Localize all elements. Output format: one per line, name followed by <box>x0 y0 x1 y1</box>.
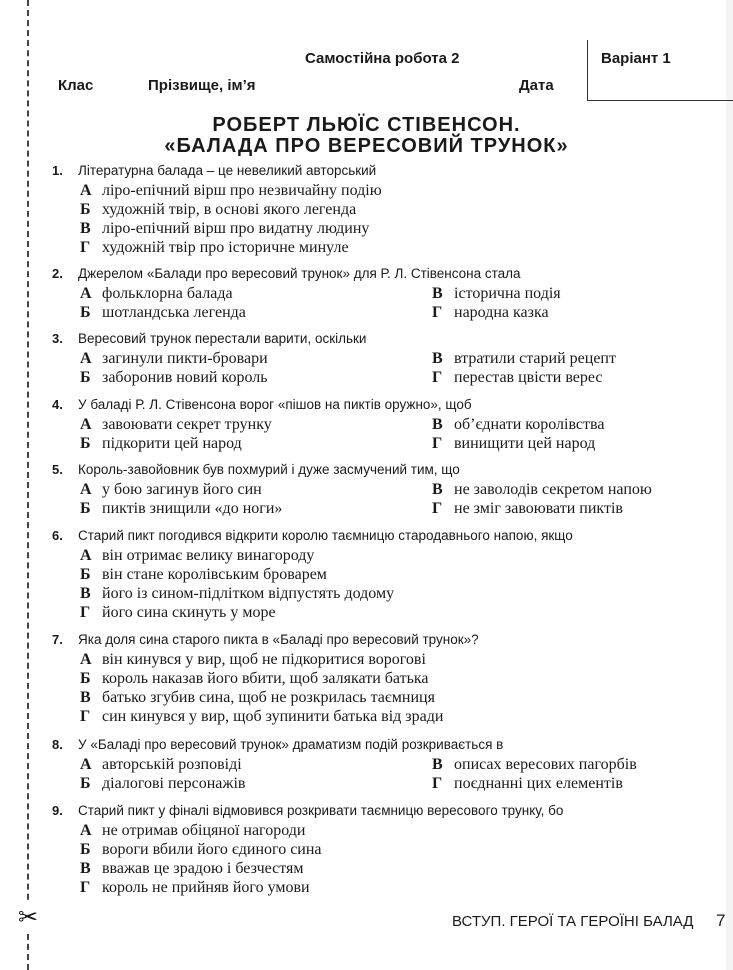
option-v[interactable]: В об’єднати королівства <box>432 416 605 433</box>
question-text: Старий пикт погодився відкрити королю таємницю стародавнього напою, якщо <box>78 528 573 543</box>
variant-label: Варіант 1 <box>601 50 671 67</box>
option-b[interactable]: Б пиктів знищили «до ноги» <box>80 500 283 517</box>
option-a[interactable]: А фольклорна балада <box>80 285 233 302</box>
option-a[interactable]: А авторській розповіді <box>80 756 242 773</box>
option-g[interactable]: Г король не прийняв його умови <box>80 879 310 896</box>
option-b[interactable]: Б діалогові персонажів <box>80 775 246 792</box>
question-text: Літературна балада – це невеликий авторський <box>78 163 377 178</box>
option-a[interactable]: А він кинувся у вир, щоб не підкоритися ворогові <box>80 651 426 668</box>
question-number: 7. <box>52 632 63 647</box>
option-b[interactable]: Б підкорити цей народ <box>80 435 242 452</box>
option-v[interactable]: В ліро-епічний вірш про видатну людину <box>80 220 370 237</box>
date-label: Дата <box>519 77 554 94</box>
option-v[interactable]: В втратили старий рецепт <box>432 350 616 367</box>
option-a[interactable]: А у бою загинув його син <box>80 481 262 498</box>
option-b[interactable]: Б він стане королівським броварем <box>80 566 327 583</box>
question-text: Король-завойовник був похмурий і дуже засмучений тим, що <box>78 462 460 477</box>
footer-section-title: ВСТУП. ГЕРОЇ ТА ГЕРОЇНІ БАЛАД <box>452 913 694 930</box>
question-text: Старий пикт у фіналі відмовився розкривати таємницю вересового трунку, бо <box>78 803 564 818</box>
question-number: 1. <box>52 163 63 178</box>
option-a[interactable]: А загинули пикти-бровари <box>80 350 268 367</box>
page-number: 7 <box>716 911 726 930</box>
option-v[interactable]: В історична подія <box>432 285 561 302</box>
class-label: Клас <box>58 77 94 94</box>
option-b[interactable]: Б вороги вбили його єдиного сина <box>80 841 322 858</box>
question-number: 3. <box>52 331 63 346</box>
option-a[interactable]: А він отримає велику винагороду <box>80 547 315 564</box>
page-title-line1: РОБЕРТ ЛЬЮЇС СТІВЕНСОН. <box>212 114 521 136</box>
option-a[interactable]: А ліро-епічний вірш про незвичайну подію <box>80 182 382 199</box>
scissors-icon: ✂ <box>14 903 42 931</box>
option-v[interactable]: В його із сином-підлітком відпустять додому <box>80 585 395 602</box>
option-g[interactable]: Г перестав цвісти верес <box>432 369 603 386</box>
option-b[interactable]: Б художній твір, в основі якого легенда <box>80 201 357 218</box>
option-a[interactable]: А завоювати секрет трунку <box>80 416 272 433</box>
question-text: Яка доля сина старого пикта в «Баладі про вересовий трунок»? <box>78 632 479 647</box>
option-b[interactable]: Б заборонив новий король <box>80 369 268 386</box>
option-g[interactable]: Г не зміг завоювати пиктів <box>432 500 623 517</box>
option-g[interactable]: Г син кинувся у вир, щоб зупинити батька від зради <box>80 708 444 725</box>
page-title-line2: «БАЛАДА ПРО ВЕРЕСОВИЙ ТРУНОК» <box>164 135 569 157</box>
question-text: У «Баладі про вересовий трунок» драматизм подій розкривається в <box>78 737 504 752</box>
option-b[interactable]: Б шотландська легенда <box>80 304 246 321</box>
question-number: 8. <box>52 737 63 752</box>
option-g[interactable]: Г народна казка <box>432 304 549 321</box>
option-a[interactable]: А не отримав обіцяної нагороди <box>80 822 306 839</box>
option-g[interactable]: Г його сина скинуть у море <box>80 604 276 621</box>
option-v[interactable]: В вважав це зрадою і безчестям <box>80 860 304 877</box>
name-label: Прізвище, ім’я <box>148 77 256 94</box>
option-g[interactable]: Г винищити цей народ <box>432 435 596 452</box>
option-v[interactable]: В описах вересових пагорбів <box>432 756 637 773</box>
option-g[interactable]: Г художній твір про історичне минуле <box>80 239 349 256</box>
work-title: Самостійна робота 2 <box>305 50 460 67</box>
option-v[interactable]: В не заволодів секретом напою <box>432 481 652 498</box>
question-number: 6. <box>52 528 63 543</box>
question-number: 2. <box>52 266 63 281</box>
question-text: Вересовий трунок перестали варити, оскільки <box>78 331 367 346</box>
question-number: 9. <box>52 803 63 818</box>
question-number: 5. <box>52 462 63 477</box>
option-g[interactable]: Г поєднанні цих елементів <box>432 775 623 792</box>
question-text: Джерелом «Балади про вересовий трунок» для Р. Л. Стівенсона стала <box>78 266 521 281</box>
option-v[interactable]: В батько згубив сина, щоб не розкрилась таємниця <box>80 689 435 706</box>
question-number: 4. <box>52 397 63 412</box>
option-b[interactable]: Б король наказав його вбити, щоб залякати батька <box>80 670 429 687</box>
question-text: У баладі Р. Л. Стівенсона ворог «пішов на пиктів оружно», щоб <box>78 397 472 412</box>
